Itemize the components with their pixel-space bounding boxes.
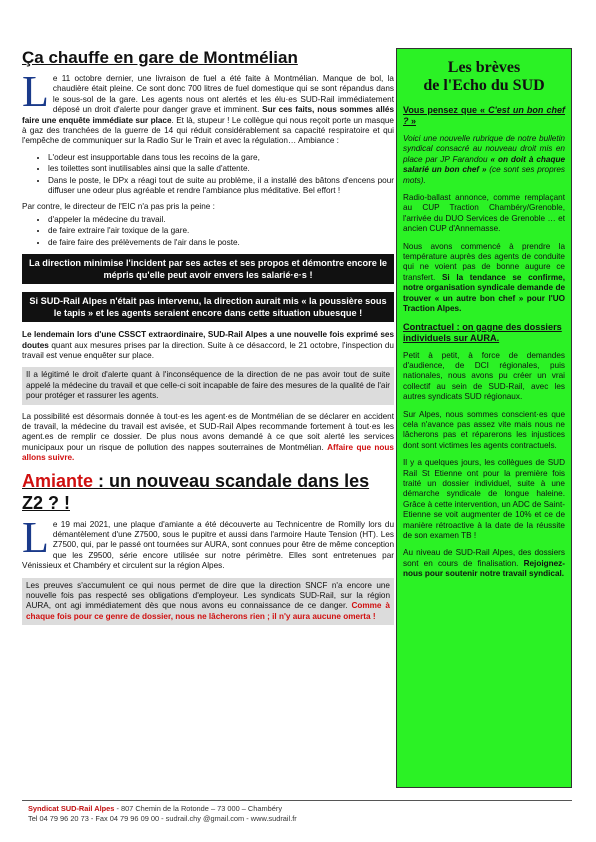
eic-list [22,215,394,248]
highlight-box-direction: La direction minimise l'incident par ses actes et ses propos et démontre encore le mépris qu'elle peut avoir envers les salarié·e·s ! [22,254,394,284]
drop-cap: L [22,67,49,116]
article1-paragraph: Par contre, le directeur de l'EIC n'a pas pris la peine : [22,202,215,212]
sidebar-paragraph: Nous avons commencé à prendre la température auprès des agents de conduite qui ne voient pas de bonne augure ce transfert. Si la tendance se confirme, notre organisation syndicale demande de trouver « un autre bon chef » pour l'UO Traction Alpes. [403,241,565,314]
sidebar-paragraph: Sur Alpes, nous sommes conscient·es que cela n'avance pas assez vite mais nous ne lâcherons pas et réparerons les injustices dont sont victimes les agents contractuels. [403,409,565,450]
main-column [22,48,394,632]
list-item: • de faire extraire l'air toxique de la gare. [48,226,394,236]
drop-cap: L [22,512,49,562]
sidebar-intro: Voici une nouvelle rubrique de notre bulletin syndical consacré au nouveau droit mis en place par JP Farandou « on doit à chaque salarié un bon chef » (ce sont ses propres mots). [403,134,565,185]
footer: Syndicat SUD-Rail Alpes - 807 Chemin de la Rotonde – 73 000 – Chambéry Tel 04 79 96 20 73 - Fax 04 79 96 09 00 - sudrail.chy @gmail.com - www.sudrail.fr [28,804,297,823]
list-item: • d'appeler la médecine du travail. [48,215,394,225]
article1-paragraph: Le lendemain lors d'une CSSCT extraordinaire, SUD-Rail Alpes a une nouvelle fois exprimé ses doutes quant aux mesures prises par la direction. Suite à ce désaccord, le 21 octobre, l'inspection du travail est venue enquêter sur place. [22,330,394,360]
grey-callout: Il a légitimé le droit d'alerte quant à l'inconséquence de la direction de ne pas avoir tout de suite appelé la médecine du travail et que celle-ci soit incapable de faire des mesures de la qualité de l'air pour protéger et rassurer les agents. [22,367,394,404]
sidebar-subtitle: Contractuel : on gagne des dossiers individuels sur AURA. [403,321,562,343]
article1-intro: Le 11 octobre dernier, une livraison de fuel a été faite à Montmélian. Manque de bol, la chaudière était pleine. Ce sont donc 700 litres de fuel domestique qui se sont répandus dans le sous-sol de la gare. Les agents nous ont alertés et les élu·es SUD-Rail immédiatement déposé un droit d'alerte pour danger grave et imminent. Sur ces faits, nous sommes allés faire une enquête immédiate sur place. Et là, stupeur ! Le collègue qui nous reçoit porte un masque à gaz des tranchées de la guerre de 14 qui réduit considérablement sa capacité respiratoire et qui l'empêche de communiquer sur la Radio Sur le Train et avec la régulation… Ambiance : [22,67,395,146]
list-item: • de faire faire des prélèvements de l'air dans le poste. [48,238,394,248]
sidebar-paragraph: Il y a quelques jours, les collègues de SUD Rail St Etienne ont pour la première fois traité un dossier individuel, suite à une démarche syndicale de longue haleine. Grâce à cette intervention, un ADC de Saint-Etienne se voit augmenter de 10% et ce de manière rétroactive à la date de la réussite de son examen TB ! [403,458,565,540]
list-item: • L'odeur est insupportable dans tous les recoins de la gare, [48,153,394,163]
article2-title: Amiante : un nouveau scandale dans les Z2 ? ! [22,470,370,513]
article2-intro: Le 19 mai 2021, une plaque d'amiante a été découverte au Technicentre de Romilly lors du démantèlement d'une Z7500, sous le pupitre et aussi dans l'armoire Haute Tension (HT). Les Z7500, qui, par le passé ont tournées sur AURA, sont connues pour être de même conception que les Z9500, série encore utilisée sur notre périmètre. Elles sont entretenues par Vénissieux et Chambéry et circulent sur la région Alpes. [22,512,394,571]
list-item: • les toilettes sont inutilisables ainsi que la salle d'attente. [48,164,394,174]
article1-paragraph: La possibilité est désormais donnée à tout·es les agent·es de Montmélian de se déclarer en accident de travail, la médecine du travail est avisée, et SUD-Rail Alpes recommande fortement à tout·es les agent.es de remplir ce dossier. De plus nous avons demandé à ce que soit alerté les services municipaux pour un risque de pollution des nappes souterraines de Montmélian. Affaire que nous allons suivre. [22,411,394,463]
sidebar-question: Vous pensez que « C'est un bon chef ? » [403,105,565,126]
grey-callout: Les preuves s'accumulent ce qui nous permet de dire que la direction SNCF n'a encore une nouvelle fois pas respecté ses obligations d'employeur. Les syndicats SUD-Rail, sur la région AURA, ont agi immédiatement dès que nous avons eu connaissance de ce danger. Comme à chaque fois pour ce genre de dossier, nous ne lâcherons rien ; il n'y aura aucune omerta ! [22,578,394,626]
footer-divider [22,800,572,801]
ambiance-list [22,153,394,197]
list-item: • Dans le poste, le DPx a réagi tout de suite au problème, il a installé des bâtons d'encens pour diffuser une odeur plus agréable et rendre l'ambiance plus méditative. Bel effort ! [48,176,394,197]
sidebar-paragraph: Au niveau de SUD-Rail Alpes, des dossiers sont en cours de finalisation. Rejoignez-nous pour soutenir notre travail syndical. [403,548,565,579]
footer-org: Syndicat SUD-Rail Alpes [28,804,115,813]
sidebar-title: Les brèves de l'Echo du SUD [423,59,545,94]
sidebar-paragraph: Radio-ballast annonce, comme remplaçant au CUP Traction Chambéry/Grenoble, l'arrivée du DUO Services de Grenoble … et ancien CUP d'Annemasse. [403,193,565,234]
highlight-box-sudrail: Si SUD-Rail Alpes n'était pas intervenu, la direction aurait mis « la poussière sous le tapis » et les agents seraient encore dans cette situation ubuesque ! [22,292,394,322]
sidebar-breves [396,48,572,788]
article1-title: Ça chauffe en gare de Montmélian [22,48,298,67]
sidebar-paragraph: Petit à petit, à force de demandes d'audience, de DCI régionales, puis nationales, nous avons pu créer un vrai collectif au sein de SUD-Rail, avec les autres syndicats SUD régionaux. [403,350,565,402]
footer-contact: Tel 04 79 96 20 73 - Fax 04 79 96 09 00 - sudrail.chy @gmail.com - www.sudrail.fr [28,813,297,823]
